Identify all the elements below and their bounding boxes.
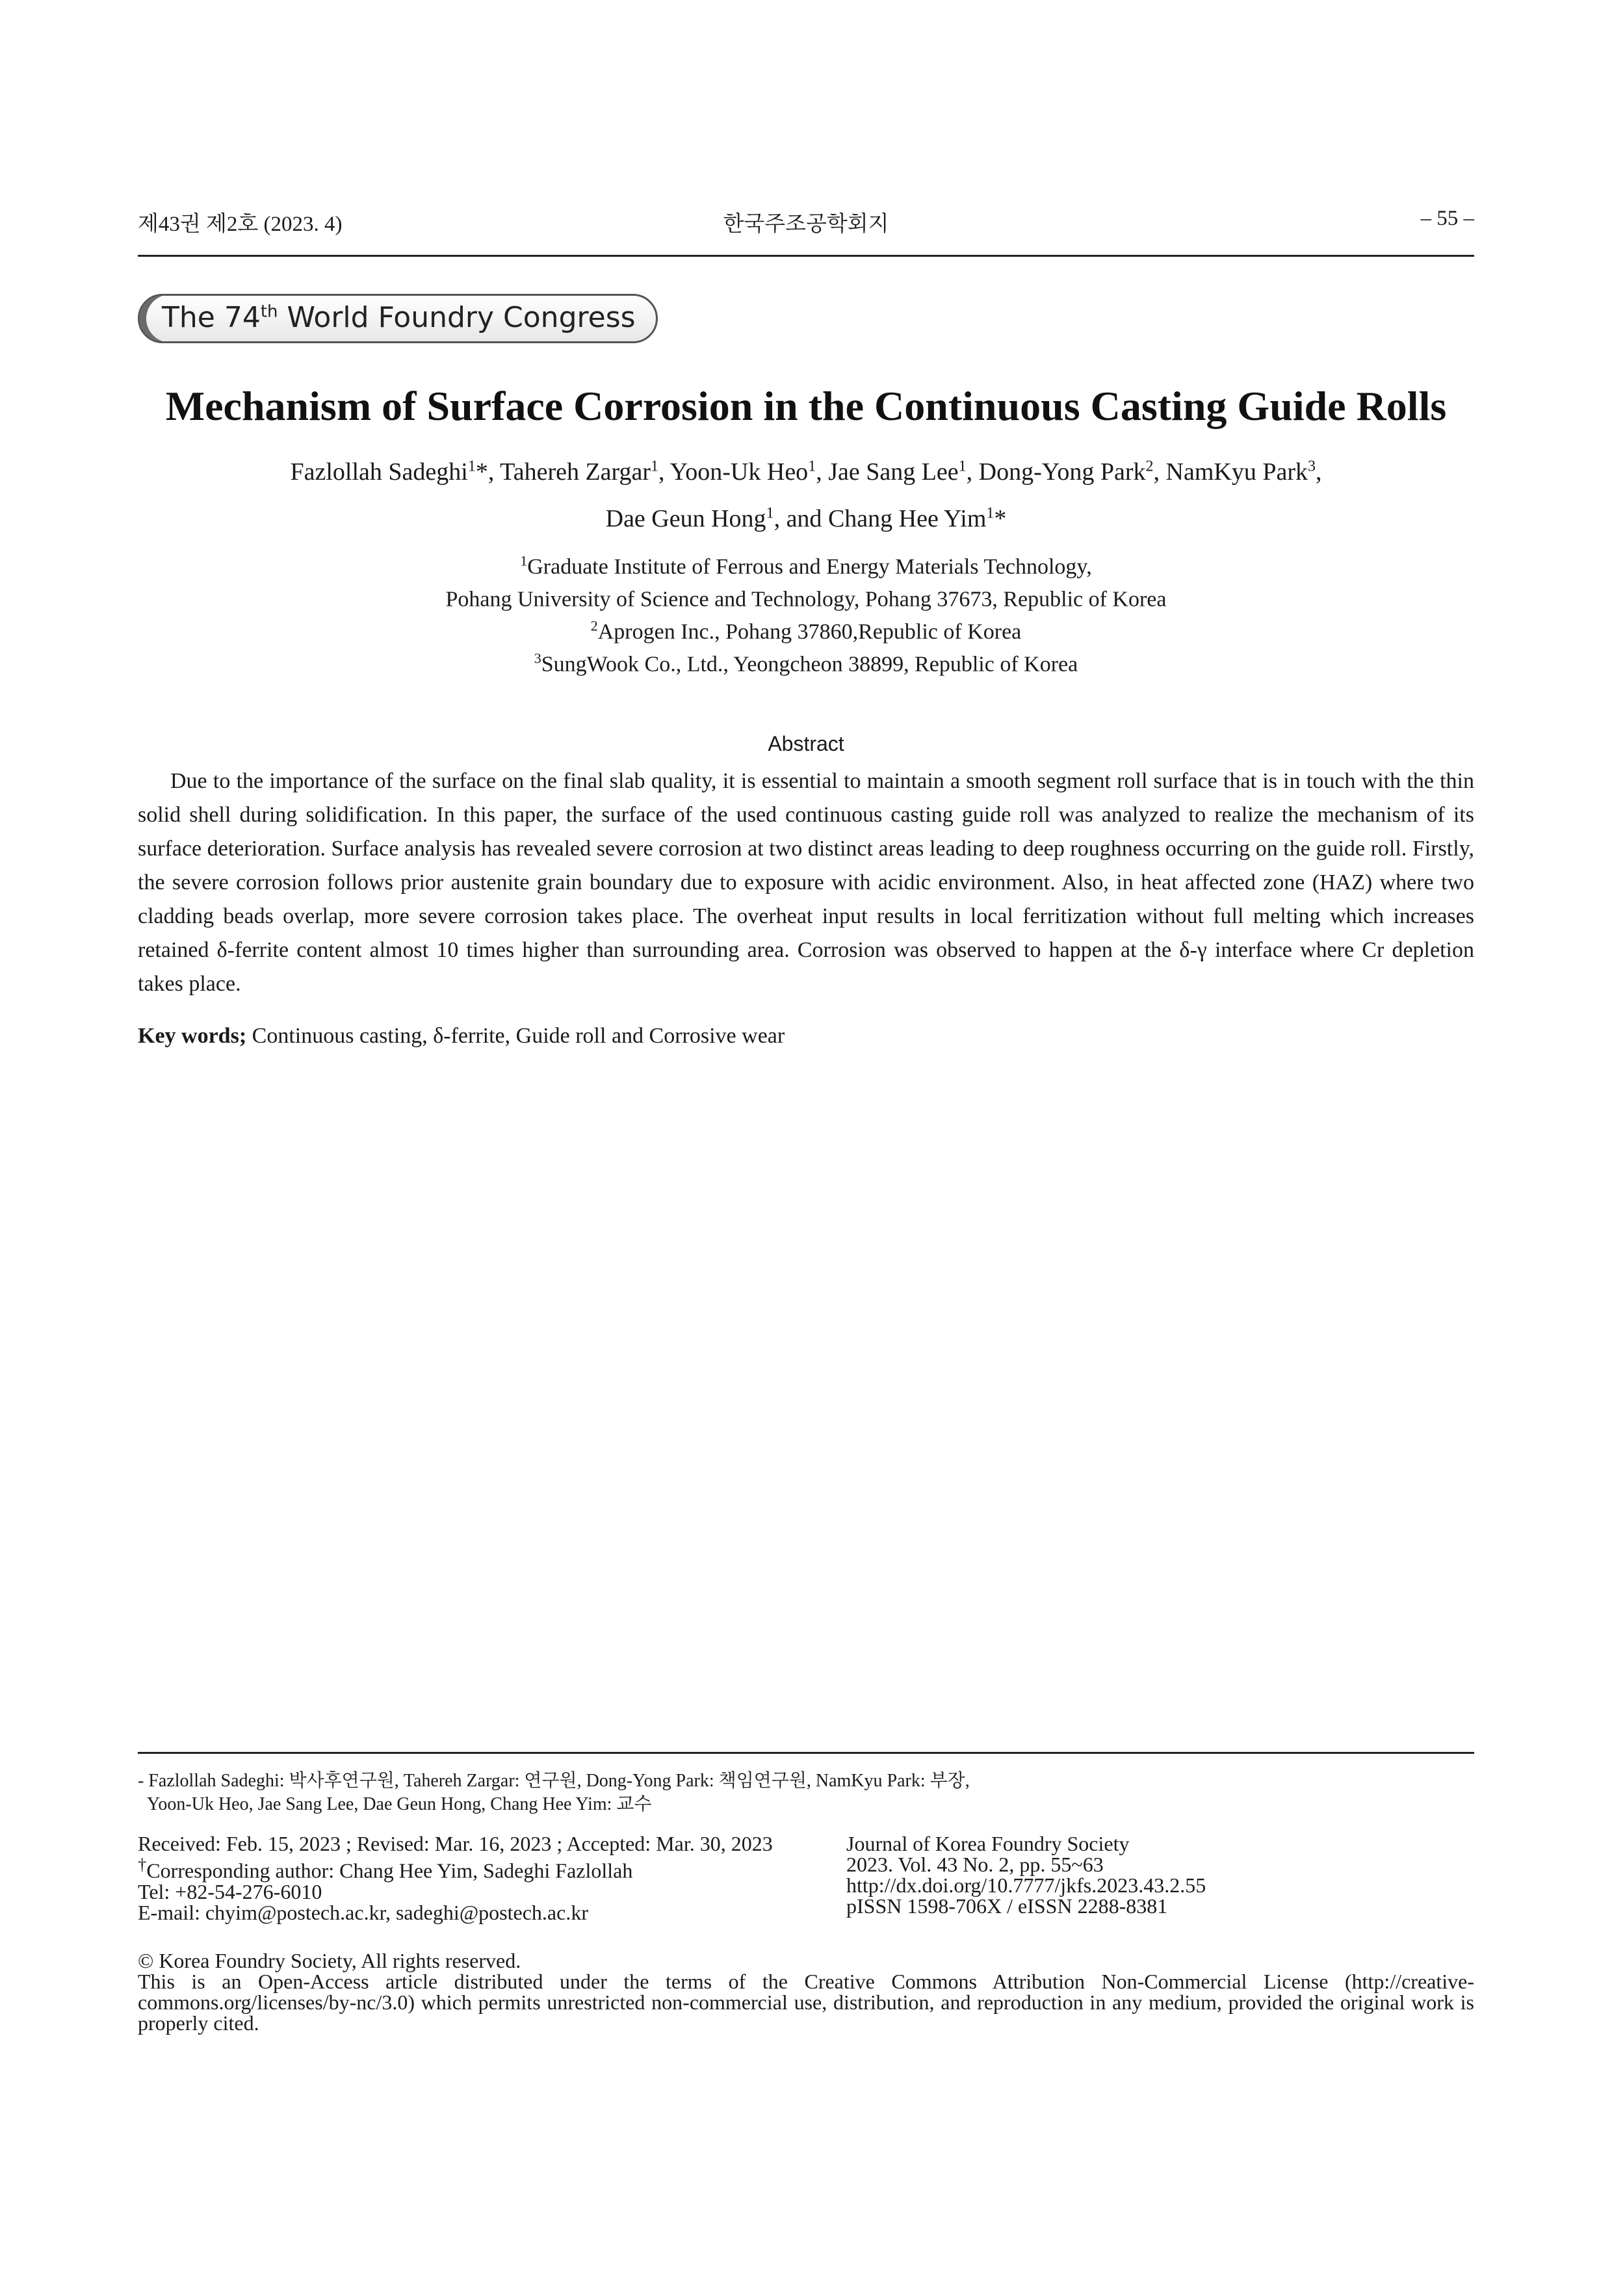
header-divider — [138, 255, 1474, 257]
keywords-text: Continuous casting, δ-ferrite, Guide roll and Corrosive wear — [246, 1024, 785, 1048]
author: Dae Geun Hong — [605, 505, 766, 532]
keywords — [138, 1024, 785, 1049]
journal-volume: 2023. Vol. 43 No. 2, pp. 55~63 — [846, 1853, 1104, 1876]
article-info — [138, 1833, 773, 1923]
author: Chang Hee Yim — [827, 505, 987, 532]
author: Fazlollah Sadeghi — [290, 458, 468, 486]
license-text: This is an Open-Access article distributed under the terms of the Creative Commons Attribution Non-Commercial License (http://creative-commons.org/licenses/by-nc/3.0) which permits unrestricted non-commercial use, distribution, and reproduction in any medium, provided the original work is properly cited. — [138, 1970, 1474, 2035]
keywords-label: Key words; — [138, 1024, 247, 1048]
author-line-1: Fazlollah Sadeghi$^1$*, Tahereh Zargar$^1$, Yoon-Uk Heo$^1$, Jae Sang Lee$^1$, Dong-Yong Park$^2$, NamKyu Park$^3$, — [290, 458, 1322, 486]
copyright: © Korea Foundry Society, All rights reserved. — [138, 1949, 521, 1972]
journal-name: Journal of Korea Foundry Society — [846, 1832, 1130, 1855]
paper-title: Mechanism of Surface Corrosion in the Continuous Casting Guide Rolls — [165, 383, 1447, 429]
footnote-divider — [138, 1752, 1474, 1754]
author: NamKyu Park — [1165, 458, 1308, 486]
affiliation: $^1$Graduate Institute of Ferrous and Energy Materials Technology, — [520, 553, 1092, 579]
telephone: Tel: +82-54-276-6010 — [138, 1879, 322, 1903]
author-note-line: - Fazlollah Sadeghi: 박사후연구원, Tahereh Zargar: 연구원, Dong-Yong Park: 책임연구원, NamKyu Park: 부장, — [138, 1771, 970, 1791]
author: Jae Sang Lee — [828, 458, 959, 486]
affiliation: Pohang University of Science and Technology, Pohang 37673, Republic of Korea — [445, 587, 1167, 612]
author-note-line: Yoon-Uk Heo, Jae Sang Lee, Dae Geun Hong, Chang Hee Yim: 교수 — [147, 1794, 652, 1814]
affiliation: $^3$SungWook Co., Ltd., Yeongcheon 38899, Republic of Korea — [534, 650, 1078, 677]
header-journal-name: 한국주조공학회지 — [723, 213, 889, 236]
abstract-heading: Abstract — [768, 732, 844, 755]
banner-suffix: World Foundry Congress — [278, 301, 636, 334]
banner-prefix: The 74 — [162, 301, 261, 334]
banner-ordinal: th — [260, 302, 278, 322]
affiliation: $^2$Aprogen Inc., Pohang 37860,Republic of Korea — [590, 618, 1022, 644]
congress-banner — [138, 294, 658, 343]
author: Tahereh Zargar — [500, 458, 651, 486]
issn: pISSN 1598-706X / eISSN 2288-8381 — [846, 1894, 1168, 1918]
journal-info — [846, 1833, 1206, 1916]
email: E-mail: chyim@postech.ac.kr, sadeghi@postech.ac.kr — [138, 1900, 588, 1924]
corresponding-author: †Corresponding author: Chang Hee Yim, Sadeghi Fazlollah — [138, 1855, 633, 1883]
doi: http://dx.doi.org/10.7777/jkfs.2023.43.2.55 — [846, 1873, 1206, 1897]
license-block — [138, 1950, 1474, 2033]
header-page-number: – 55 – — [1420, 207, 1474, 230]
header-volume-issue: 제43권 제2호 (2023. 4) — [138, 213, 343, 236]
author-line-2: Dae Geun Hong$^1$, and Chang Hee Yim$^1$* — [605, 504, 1007, 532]
abstract-body: Due to the importance of the surface on the final slab quality, it is essential to maintain a smooth segment roll surface that is in touch with the thin solid shell during solidification. In this paper, the surface of the used continuous casting guide roll was analyzed to realize the mechanism of its surface deterioration. Surface analysis has revealed severe corrosion at two distinct areas leading to deep roughness occurring on the guide roll. Firstly, the severe corrosion follows prior austenite grain boundary due to exposure with acidic environment. Also, in heat affected zone (HAZ) where two cladding beads overlap, more severe corrosion takes place. The overheat input results in local ferritization without full melting which increases retained δ-ferrite content almost 10 times higher than surrounding area. Corrosion was observed to happen at the δ-γ interface where Cr depletion takes place. — [138, 769, 1474, 996]
author: Dong-Yong Park — [978, 458, 1146, 486]
received-dates: Received: Feb. 15, 2023 ; Revised: Mar. 16, 2023 ; Accepted: Mar. 30, 2023 — [138, 1832, 773, 1855]
congress-banner-text — [162, 301, 636, 334]
author-notes — [138, 1769, 970, 1816]
author: Yoon-Uk Heo — [670, 458, 809, 486]
